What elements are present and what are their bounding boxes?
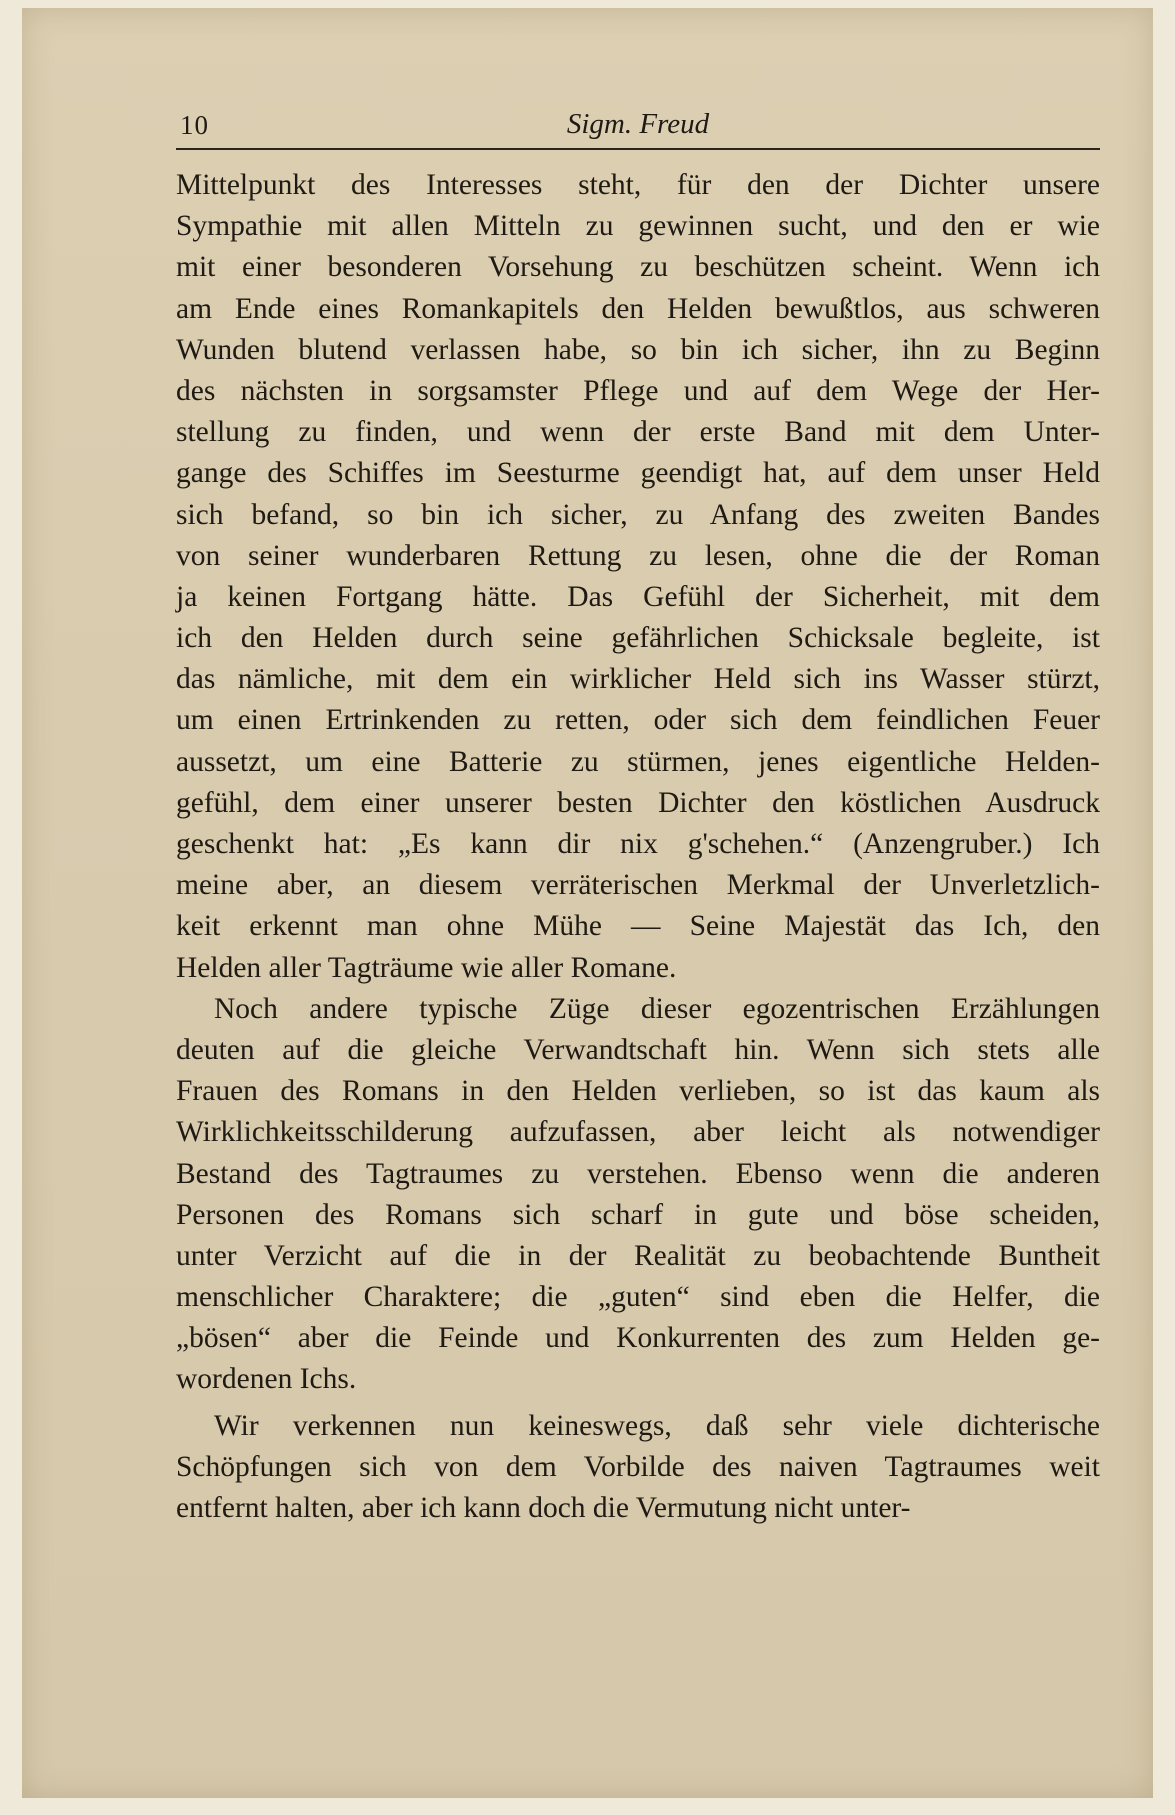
text-line: Bestand des Tagtraumes zu verstehen. Ebenso wenn die anderen [176,1157,1100,1190]
page-number: 10 [180,110,209,140]
text-line: Frauen des Romans in den Helden verlieben, so ist das kaum als [176,1075,1100,1108]
text-line: deuten auf die gleiche Verwandtschaft hin. Wenn sich stets alle [176,1033,1100,1066]
text-line: Noch andere typische Züge dieser egozentrischen Erzählungen [214,992,1100,1025]
text-line: von seiner wunderbaren Rettung zu lesen, ohne die der Roman [176,539,1100,572]
text-line: Mittelpunkt des Interesses steht, für den der Dichter unsere [176,169,1100,201]
text-line: entfernt halten, aber ich kann doch die Vermutung nicht unter- [176,1492,911,1524]
text-line: Helden aller Tagträume wie aller Romane. [176,951,677,984]
text-line: Schöpfungen sich von dem Vorbilde des naiven Tagtraumes weit [176,1450,1100,1483]
running-title: Sigm. Freud [566,108,710,140]
text-line: um einen Ertrinkenden zu retten, oder sich dem feindlichen Feuer [176,704,1100,737]
text-line: wordenen Ichs. [176,1363,357,1396]
text-line: Personen des Romans sich scharf in gute und böse scheiden, [176,1198,1100,1231]
text-line: am Ende eines Romankapitels den Helden bewußtlos, aus schweren [176,292,1100,325]
running-head [176,108,1100,150]
text-line: unter Verzicht auf die in der Realität zu beobachtende Buntheit [176,1239,1100,1272]
text-line: gefühl, dem einer unserer besten Dichter den köstlichen Ausdruck [176,786,1100,819]
text-line: ja keinen Fortgang hätte. Das Gefühl der Sicherheit, mit dem [176,580,1100,613]
paragraph [176,165,1100,989]
text-line: aussetzt, um eine Batterie zu stürmen, jenes eigentliche Helden- [176,745,1100,778]
text-line: Wir verkennen nun keineswegs, daß sehr viele dichterische [214,1409,1100,1442]
paragraph [176,989,1100,1401]
text-line: gange des Schiffes im Seesturme geendigt hat, auf dem unser Held [176,457,1100,490]
text-line: geschenkt hat: „Es kann dir nix g'schehen.“ (Anzengruber.) Ich [176,828,1100,860]
text-line: das nämliche, mit dem ein wirklicher Held sich ins Wasser stürzt, [176,663,1100,696]
text-line: mit einer besonderen Vorsehung zu beschützen scheint. Wenn ich [176,251,1100,284]
paragraph [176,1406,1100,1530]
text-line: ich den Helden durch seine gefährlichen Schicksale begleite, ist [176,622,1100,655]
text-line: Sympathie mit allen Mitteln zu gewinnen sucht, und den er wie [176,210,1100,243]
text-line: Wirklichkeitsschilderung aufzufassen, aber leicht als notwendiger [176,1116,1100,1149]
text-line: menschlicher Charaktere; die „guten“ sind eben die Helfer, die [176,1281,1100,1314]
text-line: des nächsten in sorgsamster Pflege und auf dem Wege der Her- [176,374,1100,407]
text-line: „bösen“ aber die Feinde und Konkurrenten des zum Helden ge- [176,1322,1100,1355]
text-line: meine aber, an diesem verräterischen Merkmal der Unverletzlich- [176,869,1100,902]
text-line: sich befand, so bin ich sicher, zu Anfang des zweiten Bandes [176,498,1100,531]
text-line: stellung zu finden, und wenn der erste Band mit dem Unter- [176,416,1100,449]
body-text [176,165,1100,1529]
text-line: keit erkennt man ohne Mühe — Seine Majestät das Ich, den [176,910,1100,943]
text-line: Wunden blutend verlassen habe, so bin ich sicher, ihn zu Beginn [176,333,1100,366]
